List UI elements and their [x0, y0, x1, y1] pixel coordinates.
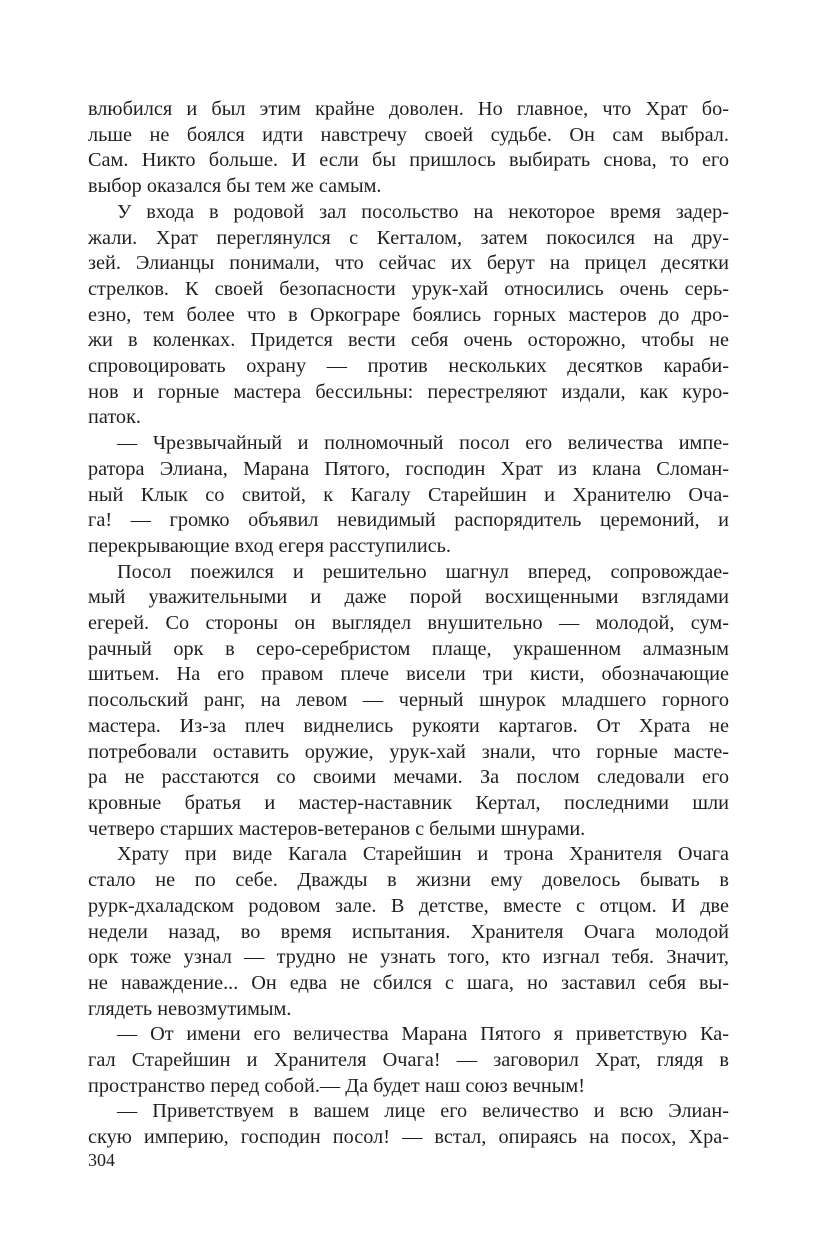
text-line: глядеть невозмутимым.: [88, 997, 292, 1020]
paragraph-5: [88, 842, 729, 1022]
text-line: Посол поежился и решительно шагнул вперед, сопровождае-: [117, 560, 729, 583]
text-line: ный Клык со свитой, к Кагалу Старейшин и Хранителю Оча-: [88, 483, 729, 506]
page-body: [88, 97, 729, 1151]
paragraph-7: [88, 1099, 729, 1150]
text-line: зей. Элианцы понимали, что сейчас их берут на прицел десятки: [88, 252, 729, 275]
paragraph-6: [88, 1022, 729, 1099]
text-line: орк тоже узнал — трудно не узнать того, кто изгнал тебя. Значит,: [88, 946, 729, 969]
text-line: Сам. Никто больше. И если бы пришлось выбирать снова, то его: [88, 149, 729, 172]
text-line: потребовали оставить оружие, урук-хай знали, что горные масте-: [88, 740, 729, 763]
text-line: гал Старейшин и Хранителя Очага! — заговорил Храт, глядя в: [88, 1049, 729, 1072]
text-line: недели назад, во время испытания. Хранителя Очага молодой: [88, 920, 729, 943]
text-line: нов и горные мастера бессильны: перестреляют издали, как куро-: [88, 380, 729, 403]
text-line: скую империю, господин посол! — встал, опираясь на посох, Хра-: [88, 1126, 729, 1149]
text-line: стрелков. К своей безопасности урук-хай относились очень серь-: [88, 277, 729, 300]
text-line: га! — громко объявил невидимый распорядитель церемоний, и: [88, 509, 729, 532]
page-number: 304: [88, 1150, 115, 1170]
text-line: ра не расстаются со своими мечами. За послом следовали его: [88, 766, 729, 789]
text-line: рурк-дхаладском родовом зале. В детстве, вместе с отцом. И две: [88, 894, 729, 917]
text-line: — Приветствуем в вашем лице его величество и всю Элиан-: [117, 1100, 729, 1123]
text-line: жи в коленках. Придется вести себя очень осторожно, чтобы не: [88, 329, 729, 352]
text-line: выбор оказался бы тем же самым.: [88, 175, 382, 198]
text-line: стало не по себе. Дважды в жизни ему довелось бывать в: [88, 869, 729, 892]
text-line: езно, тем более что в Оркограре боялись горных мастеров до дро-: [88, 303, 729, 326]
paragraph-4: [88, 560, 729, 843]
text-line: льше не боялся идти навстречу своей судьбе. Он сам выбрал.: [88, 123, 729, 146]
text-line: влюбился и был этим крайне доволен. Но главное, что Храт бо-: [88, 98, 729, 120]
text-line: У входа в родовой зал посольство на некоторое время задер-: [117, 200, 729, 223]
text-line: — Чрезвычайный и полномочный посол его величества импе-: [117, 432, 729, 455]
text-line: паток.: [88, 406, 141, 429]
text-line: кровные братья и мастер-наставник Кертал, последними шли: [88, 791, 729, 814]
text-line: егерей. Со стороны он выглядел внушительно — молодой, сум-: [88, 612, 729, 635]
text-line: мый уважительными и даже порой восхищенными взглядами: [88, 586, 729, 609]
text-line: не наваждение... Он едва не сбился с шага, но заставил себя вы-: [88, 971, 729, 994]
text-line: пространство перед собой.— Да будет наш союз вечным!: [88, 1074, 585, 1097]
paragraph-3: [88, 431, 729, 560]
text-line: спровоцировать охрану — против нескольких десятков караби-: [88, 355, 729, 378]
paragraph-1: [88, 97, 729, 200]
text-line: перекрывающие вход егеря расступились.: [88, 534, 451, 557]
text-line: шитьем. На его правом плече висели три кисти, обозначающие: [88, 663, 729, 686]
text-line: четверо старших мастеров-ветеранов с белыми шнурами.: [88, 817, 586, 840]
text-line: ратора Элиана, Марана Пятого, господин Храт из клана Сломан-: [88, 457, 729, 480]
text-line: жали. Храт переглянулся с Кerталом, затем покосился на дру-: [88, 226, 729, 249]
paragraph-2: [88, 200, 729, 431]
text-line: рачный орк в серо-серебристом плаще, украшенном алмазным: [88, 637, 729, 660]
text-line: Храту при виде Кагала Старейшин и трона Хранителя Очага: [117, 843, 729, 866]
text-line: посольский ранг, на левом — черный шнурок младшего горного: [88, 689, 729, 712]
text-line: — От имени его величества Марана Пятого я приветствую Ка-: [117, 1023, 729, 1046]
text-line: мастера. Из-за плеч виднелись рукояти картагов. От Храта не: [88, 714, 729, 737]
